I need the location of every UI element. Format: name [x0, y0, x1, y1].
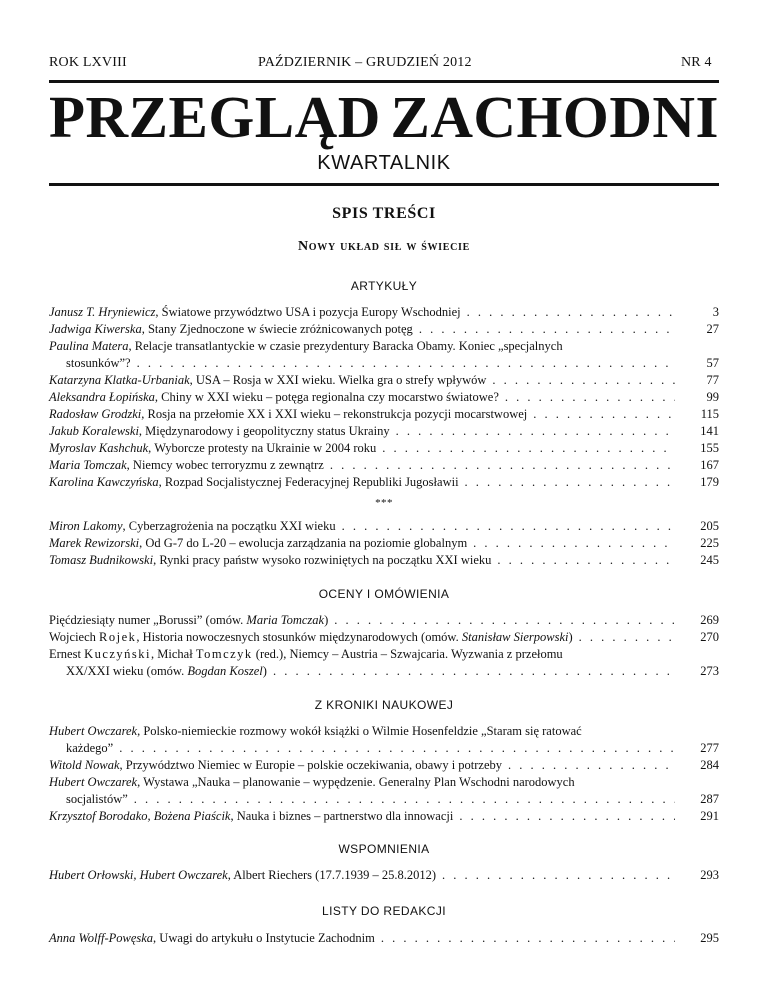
entry-author-surname: Kuczyński — [84, 647, 152, 661]
entry-title-continued: każdego” — [66, 741, 114, 755]
issue-theme: Nowy układ sił w świecie — [297, 239, 471, 254]
entry-author: Krzysztof Borodako, Bożena Piaścik — [49, 809, 231, 823]
entry-author-first: Ernest — [49, 647, 85, 661]
entry-reviewer: Stanisław Sierpowski — [461, 630, 569, 644]
entry-page: 293 — [700, 868, 719, 882]
entry-author: Myroslav Kashchuk — [49, 441, 149, 455]
entry-title-continued: XX/XXI wieku (omów. — [66, 664, 188, 678]
toc-entry[interactable] — [49, 646, 719, 680]
entry-page: 291 — [700, 809, 719, 823]
entry-page: 141 — [700, 424, 719, 438]
entry-author: Jakub Koralewski — [49, 424, 139, 438]
entry-author: Miron Lakomy — [49, 519, 123, 533]
entry-title: , Wyborcze protesty na Ukrainie w 2004 roku — [148, 441, 377, 455]
entry-author: Hubert Owczarek — [49, 775, 138, 789]
entry-author: Witold Nowak — [49, 758, 120, 772]
entry-author: Jadwiga Kiwerska — [49, 322, 142, 336]
section-heading-oceny: OCENY I OMÓWIENIA — [318, 587, 450, 601]
entry-title: , Historia nowoczesnych stosunków międzynarodowych (omów. — [136, 630, 462, 644]
entry-title: , Nauka i biznes – partnerstwo dla innowacji — [230, 809, 454, 823]
entry-author: Janusz T. Hryniewicz — [49, 305, 156, 319]
leader-dots — [342, 518, 675, 535]
section-separator: *** — [375, 497, 393, 509]
entry-title: , Rynki pracy państw wysoko rozwiniętych na początku XXI wieku — [153, 553, 492, 567]
entry-title: , Niemcy wobec terroryzmu z zewnątrz — [126, 458, 324, 472]
entry-page: 277 — [700, 741, 719, 755]
entry-page: 270 — [700, 630, 719, 644]
section-heading-kroniki: Z KRONIKI NAUKOWEJ — [314, 698, 454, 712]
entry-title: , Albert Riechers (17.7.1939 – 25.8.2012) — [227, 868, 436, 882]
entry-author: Anna Wolff-Powęska — [49, 931, 154, 945]
leader-dots — [419, 321, 675, 338]
entry-page: 99 — [706, 390, 719, 404]
issue-number: NR 4 — [681, 55, 712, 70]
toc-entry[interactable] — [49, 757, 719, 774]
entry-title: , Polsko-niemieckie rozmowy wokół książki o Wilmie Hosenfeldzie „Staram się ratować — [137, 724, 582, 738]
toc-entry[interactable] — [49, 457, 719, 474]
entry-author: Karolina Kawczyńska — [49, 475, 159, 489]
entry-title: , Rozpad Socjalistycznej Federacyjnej Republiki Jugosławii — [158, 475, 459, 489]
leader-dots — [382, 440, 675, 457]
leader-dots — [381, 930, 675, 947]
entry-author: Katarzyna Klatka-Urbaniak — [49, 373, 190, 387]
entry-title-end: ) — [568, 630, 573, 644]
entry-page: 225 — [700, 536, 719, 550]
entry-page: 269 — [700, 613, 719, 627]
toc-entry[interactable] — [49, 629, 719, 646]
entry-title: , Chiny w XXI wieku – potęga regionalna czy mocarstwo światowe? — [154, 390, 499, 404]
leader-dots — [273, 663, 675, 680]
leader-dots — [459, 808, 675, 825]
top-rule — [49, 80, 719, 83]
entry-title-continued: socjalistów” — [66, 792, 128, 806]
entry-title-end: ) — [324, 613, 329, 627]
leader-dots — [505, 389, 675, 406]
leader-dots — [330, 457, 675, 474]
entry-page: 245 — [700, 553, 719, 567]
section-heading-artykuly: ARTYKUŁY — [350, 279, 418, 293]
section-heading-wspomnienia: WSPOMNIENIA — [338, 842, 430, 856]
issue-date: PAŹDZIERNIK – GRUDZIEŃ 2012 — [258, 55, 472, 70]
leader-dots — [579, 629, 675, 646]
entry-page: 27 — [706, 322, 719, 336]
entry-title: , Przywództwo Niemiec w Europie – polskie oczekiwania, obawy i potrzeby — [119, 758, 503, 772]
entry-title: , Wystawa „Nauka – planowanie – wypędzenie. Generalny Plan Wschodni narodowych — [137, 775, 575, 789]
toc-entry[interactable] — [49, 406, 719, 423]
toc-entry[interactable] — [49, 535, 719, 552]
leader-dots — [497, 552, 675, 569]
entry-title: , USA – Rosja w XXI wieku. Wielka gra o strefy wpływów — [189, 373, 487, 387]
entry-page: 287 — [700, 792, 719, 806]
entry-author-first: Wojciech — [49, 630, 100, 644]
entry-title: , Od G-7 do L-20 – ewolucja zarządzania na poziomie globalnym — [139, 536, 468, 550]
entry-title: , Światowe przywództwo USA i pozycja Europy Wschodniej — [155, 305, 461, 319]
entry-reviewer: Bogdan Koszel — [187, 664, 263, 678]
entry-author: Hubert Owczarek — [49, 724, 138, 738]
entry-page: 179 — [700, 475, 719, 489]
entry-author: Maria Tomczak — [49, 458, 127, 472]
journal-title-word-1: PRZEGLĄD — [49, 84, 381, 150]
leader-dots — [334, 612, 675, 629]
journal-title-word-2: ZACHODNI — [390, 84, 719, 150]
entry-author: Radosław Grodzki — [49, 407, 142, 421]
leader-dots — [396, 423, 675, 440]
entry-page: 57 — [706, 356, 719, 370]
toc-entry[interactable] — [49, 552, 719, 569]
toc-entry[interactable] — [49, 723, 719, 757]
leader-dots — [442, 867, 675, 884]
entry-title: , Uwagi do artykułu o Instytucie Zachodnim — [153, 931, 375, 945]
entry-page: 273 — [700, 664, 719, 678]
leader-dots — [492, 372, 675, 389]
entry-page: 77 — [706, 373, 719, 387]
entry-page: 205 — [700, 519, 719, 533]
toc-entry[interactable] — [49, 518, 719, 535]
leader-dots — [465, 474, 675, 491]
leader-dots — [508, 757, 675, 774]
entry-title-end: ) — [262, 664, 267, 678]
entry-author: Marek Rewizorski — [49, 536, 140, 550]
toc-heading: SPIS TREŚCI — [332, 205, 436, 222]
entry-title: , Rosja na przełomie XX i XXI wieku – rekonstrukcja pozycji mocarstwowej — [141, 407, 528, 421]
entry-title: , Stany Zjednoczone w świecie zróżnicowanych potęg — [141, 322, 413, 336]
toc-entry[interactable] — [49, 774, 719, 808]
leader-dots — [467, 304, 675, 321]
section-heading-listy: LISTY DO REDAKCJI — [322, 904, 446, 918]
entry-page: 3 — [712, 305, 719, 319]
entry-page: 155 — [700, 441, 719, 455]
toc-entry[interactable] — [49, 304, 719, 321]
leader-dots — [134, 791, 675, 808]
leader-dots — [533, 406, 675, 423]
toc-entry[interactable] — [49, 338, 719, 372]
entry-page: 167 — [700, 458, 719, 472]
entry-author: Hubert Orłowski, Hubert Owczarek — [49, 868, 228, 882]
toc-entry[interactable] — [49, 930, 719, 947]
entry-author: Tomasz Budnikowski — [49, 553, 154, 567]
toc-entry[interactable] — [49, 321, 719, 338]
entry-author: Paulina Matera — [49, 339, 129, 353]
toc-entry[interactable] — [49, 372, 719, 389]
volume-label: ROK LXVIII — [49, 55, 127, 70]
entry-title: , Cyberzagrożenia na początku XXI wieku — [122, 519, 336, 533]
entry-author-second: , Michał — [151, 647, 196, 661]
entry-author: Aleksandra Łopińska — [49, 390, 155, 404]
toc-entry[interactable] — [49, 474, 719, 491]
toc-entry[interactable] — [49, 440, 719, 457]
leader-dots — [473, 535, 675, 552]
leader-dots — [119, 740, 675, 757]
toc-entry[interactable] — [49, 423, 719, 440]
entry-page: 284 — [700, 758, 719, 772]
entry-page: 115 — [700, 407, 719, 421]
journal-title — [49, 85, 719, 149]
entry-author-surname: Tomczyk — [195, 647, 253, 661]
toc-entry[interactable] — [49, 389, 719, 406]
bottom-rule — [49, 183, 719, 186]
entry-title: , Międzynarodowy i geopolityczny status Ukrainy — [138, 424, 390, 438]
leader-dots — [137, 355, 675, 372]
toc-entry[interactable] — [49, 612, 719, 629]
entry-title-continued: stosunków”? — [66, 356, 131, 370]
toc-entry[interactable] — [49, 808, 719, 825]
entry-title: Pięćdziesiąty numer „Borussi” (omów. — [49, 613, 247, 627]
journal-subtitle: KWARTALNIK — [317, 152, 451, 174]
entry-reviewer: Maria Tomczak — [246, 613, 325, 627]
entry-title: , Relacje transatlantyckie w czasie prezydentury Baracka Obamy. Koniec „specjalnych — [128, 339, 563, 353]
entry-author-surname: Rojek — [99, 630, 137, 644]
entry-title: (red.), Niemcy – Austria – Szwajcaria. Wyzwania z przełomu — [252, 647, 563, 661]
toc-entry[interactable] — [49, 867, 719, 884]
entry-page: 295 — [700, 931, 719, 945]
